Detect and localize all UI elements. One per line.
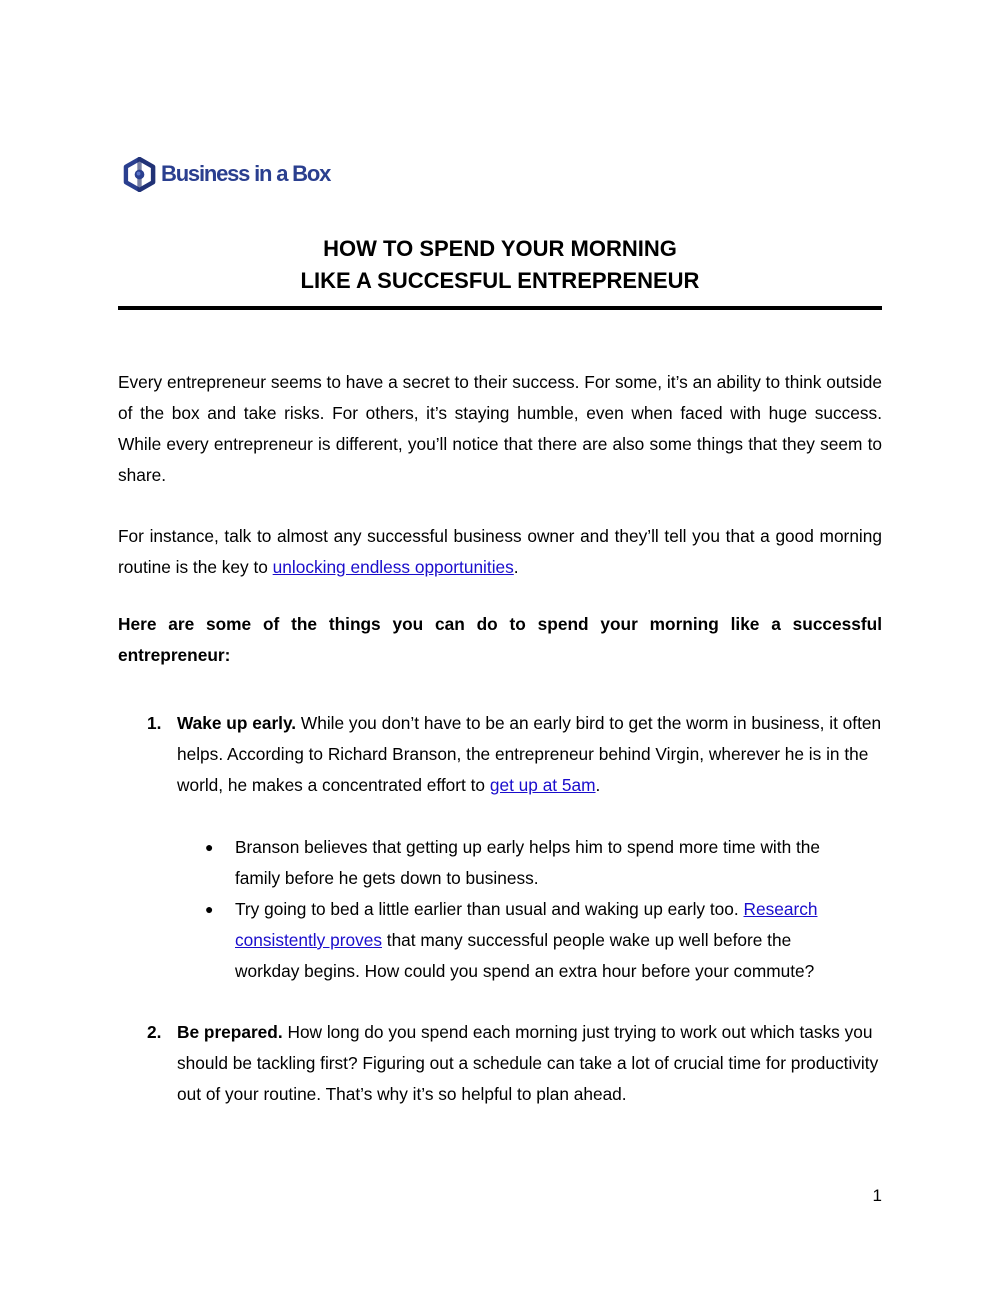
unlocking-opportunities-link[interactable]: unlocking endless opportunities xyxy=(272,557,514,577)
bullet-text-end: that many successful people wake up well before the workday begins. How could you spend an extra hour before your commute? xyxy=(235,930,815,981)
list-item-content xyxy=(177,1017,882,1110)
list-number: 1. xyxy=(147,713,162,733)
list-item-text-end: . xyxy=(595,775,601,795)
hexagon-logo-icon xyxy=(123,157,156,192)
list-item-heading: Be prepared. xyxy=(177,1022,283,1042)
brand-logo xyxy=(123,156,330,192)
title-line-2: LIKE A SUCCESFUL ENTREPRENEUR xyxy=(300,268,700,293)
intro-paragraph: Every entrepreneur seems to have a secret to their success. For some, it’s an ability to think outside of the box and take risks. For others, it’s staying humble, even when faced with huge success. While every entrepreneur is different, you’ll notice that there are also some things that they seem to share. xyxy=(118,372,882,485)
list-item-be-prepared xyxy=(118,1017,882,1110)
routine-text-end: . xyxy=(513,557,519,577)
routine-paragraph xyxy=(118,521,882,583)
bullet-text: Branson believes that getting up early helps him to spend more time with the family before he gets down to business. xyxy=(235,837,821,888)
logo-text: Business in a Box xyxy=(161,161,331,186)
bullet-icon: ● xyxy=(205,901,214,917)
bullet-list xyxy=(118,832,882,987)
title-divider xyxy=(118,306,882,310)
bullet-icon: ● xyxy=(205,839,214,855)
list-intro-heading: Here are some of the things you can do to spend your morning like a successful entrepreneur: xyxy=(118,614,882,665)
page-number: 1 xyxy=(872,1186,882,1205)
bullet-text: Try going to bed a little earlier than usual and waking up early too. xyxy=(235,899,744,919)
title-line-1: HOW TO SPEND YOUR MORNING xyxy=(323,236,677,261)
routine-text: For instance, talk to almost any successful business owner and they’ll tell you that a good morning routine is the key to xyxy=(118,526,882,577)
research-consistently-proves-link[interactable]: Research consistently proves xyxy=(235,899,818,950)
list-item-content xyxy=(177,708,882,801)
bullet-item xyxy=(118,832,882,894)
bullet-item xyxy=(118,894,882,987)
list-item-heading: Wake up early. xyxy=(177,713,297,733)
page-title xyxy=(118,233,882,297)
list-item-text: How long do you spend each morning just trying to work out which tasks you should be tackling first? Figuring out a schedule can take a lot of crucial time for productivity out of your routine. That’s why it’s so helpful to plan ahead. xyxy=(177,1022,879,1104)
list-item-text: While you don’t have to be an early bird to get the worm in business, it often helps. According to Richard Branson, the entrepreneur behind Virgin, wherever he is in the world, he makes a concentrated effort to xyxy=(177,713,882,795)
list-item-wake-up-early xyxy=(118,708,882,801)
get-up-at-5am-link[interactable]: get up at 5am xyxy=(489,775,596,795)
list-number: 2. xyxy=(147,1022,162,1042)
